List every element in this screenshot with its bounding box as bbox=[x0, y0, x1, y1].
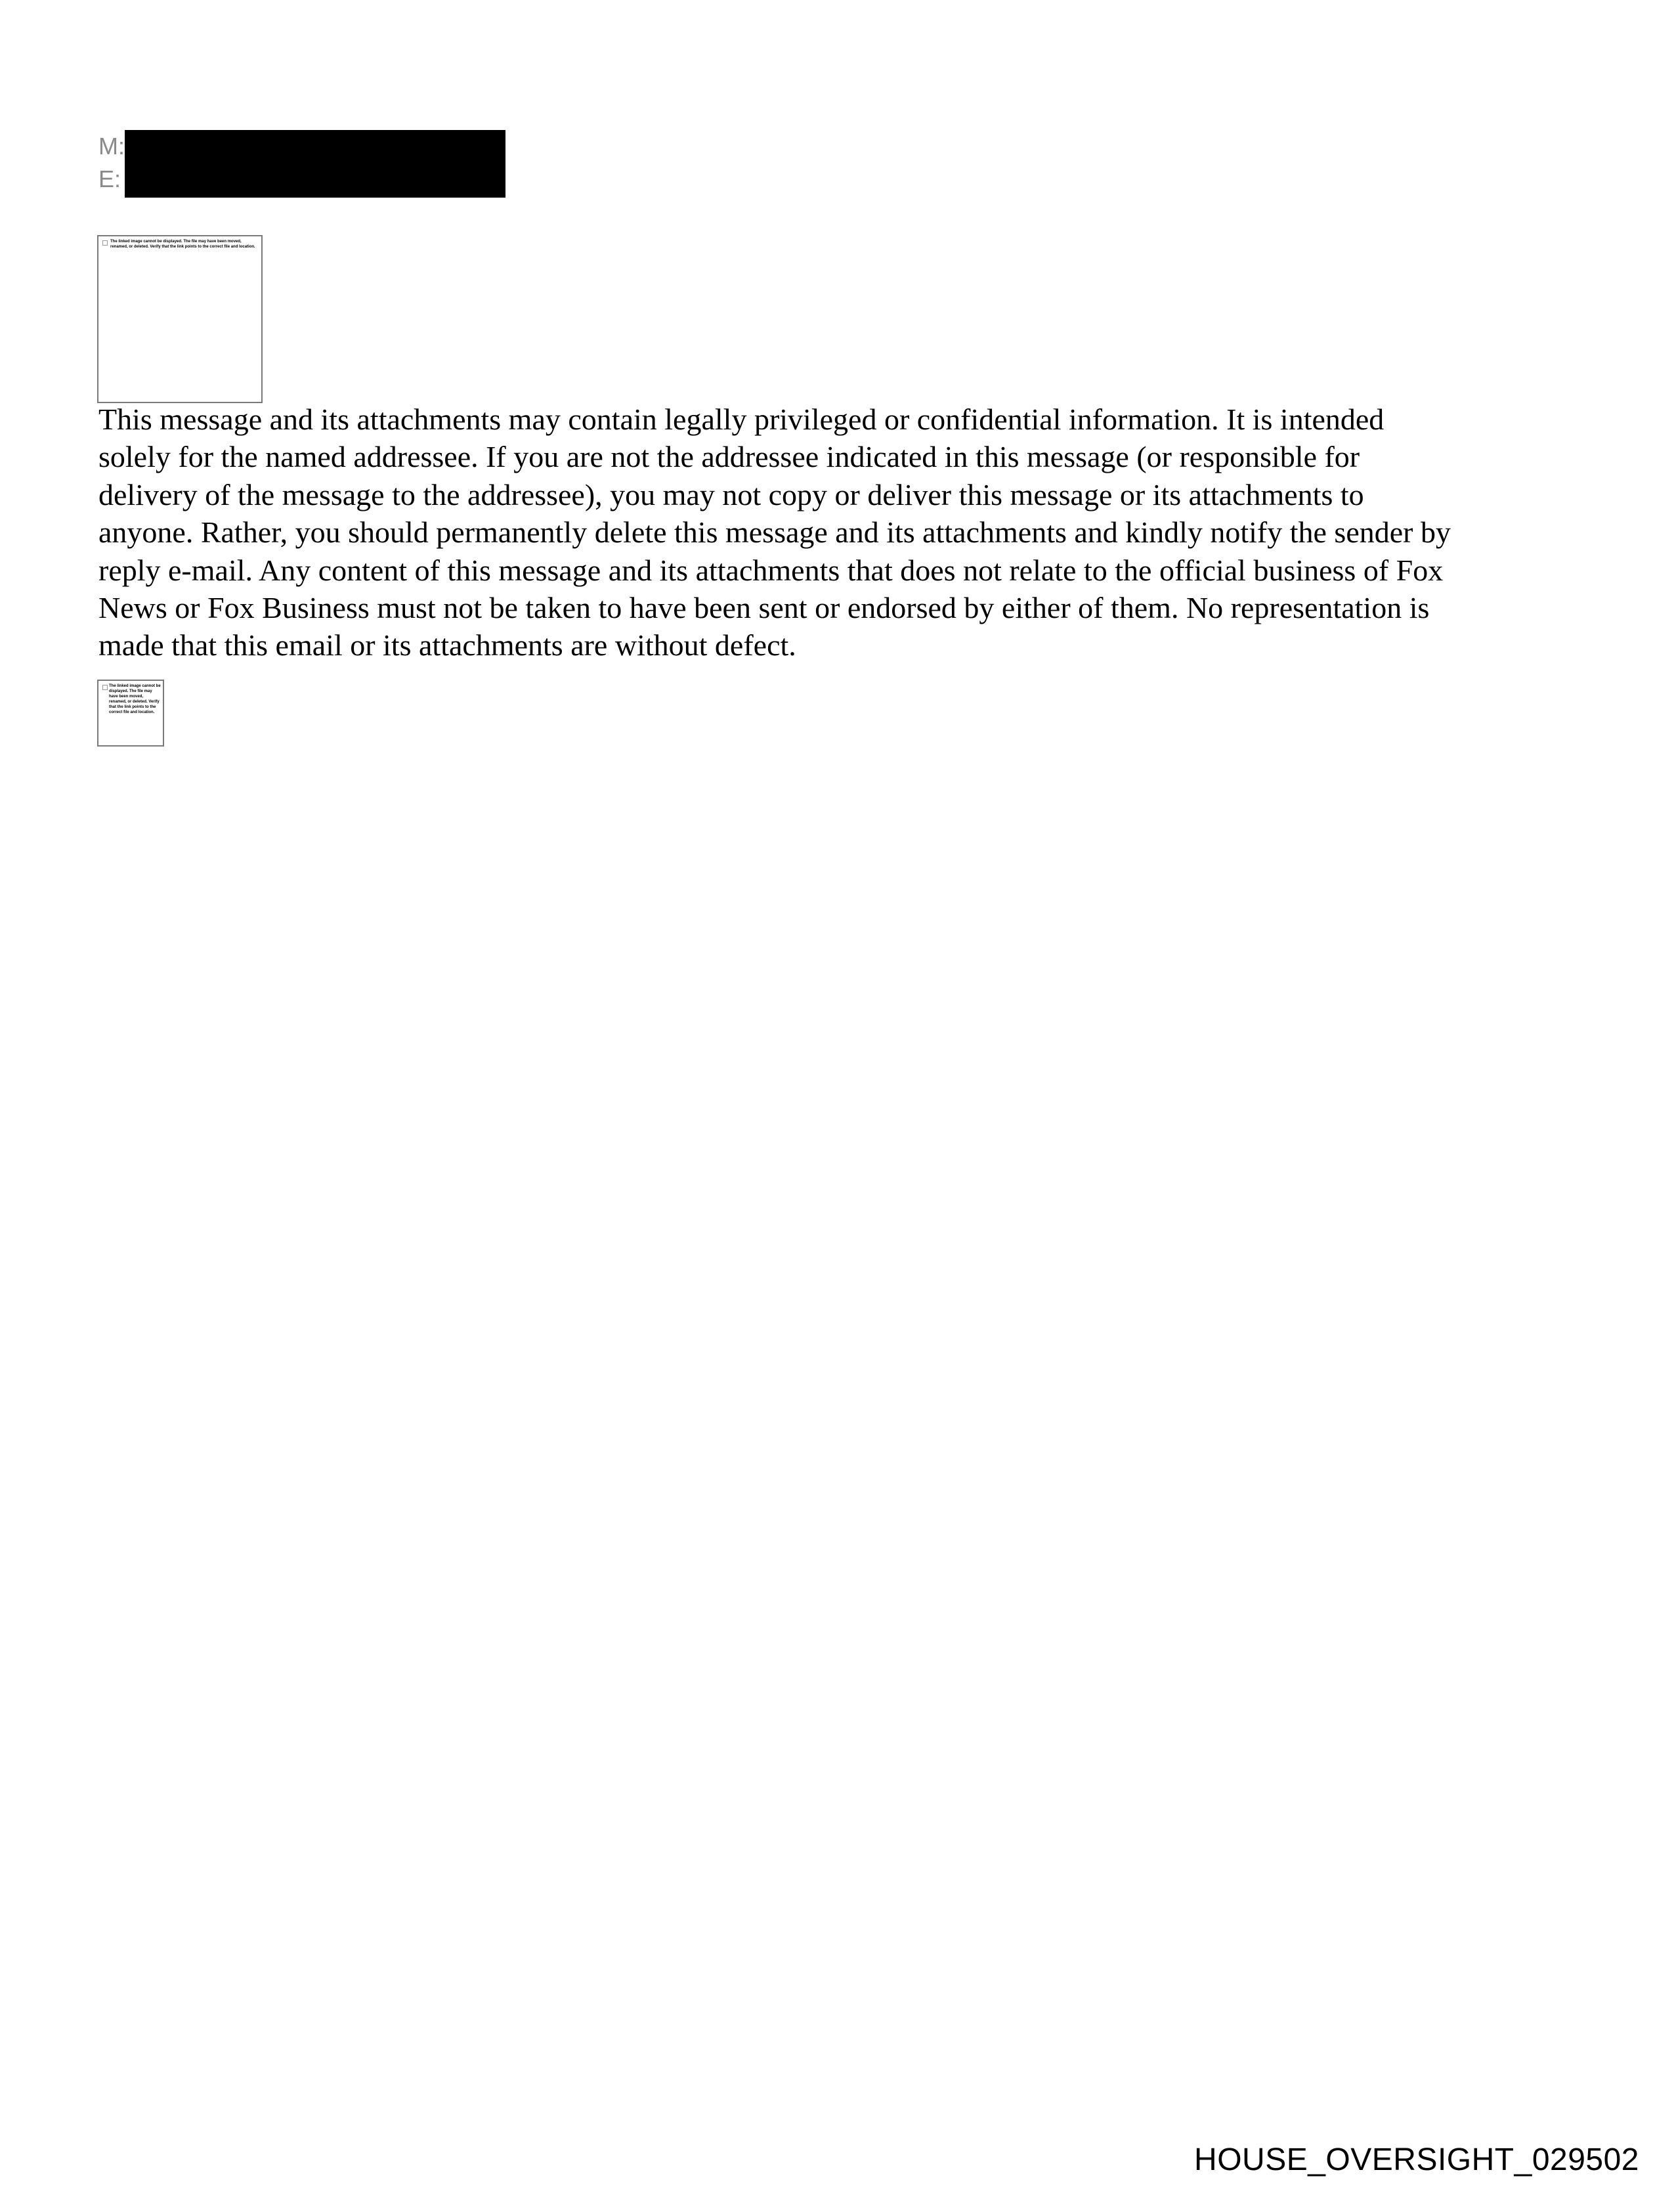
email-label: E: bbox=[98, 165, 121, 192]
broken-image-message: The linked image cannot be displayed. The file may have been moved, renamed, or deleted. Verify that the link points to the correct file and location. bbox=[110, 240, 255, 249]
broken-image-placeholder bbox=[97, 235, 263, 403]
disclaimer-line: This message and its attachments may contain legally privileged or confidential information. It is intended bbox=[98, 402, 1384, 436]
broken-image-icon bbox=[102, 240, 108, 246]
broken-image-message: The linked image cannot be displayed. The file may have been moved, renamed, or deleted. Verify that the link points to the correct file and location. bbox=[109, 684, 161, 714]
disclaimer-line: anyone. Rather, you should permanently delete this message and its attachments and kindly notify the sender by bbox=[98, 515, 1451, 550]
mobile-label: M: bbox=[98, 133, 125, 160]
broken-image-icon bbox=[102, 685, 108, 690]
disclaimer-line: News or Fox Business must not be taken to have been sent or endorsed by either of them. No representation is bbox=[98, 591, 1430, 625]
disclaimer-line: delivery of the message to the addressee), you may not copy or deliver this message or its attachments to bbox=[98, 477, 1364, 511]
confidentiality-disclaimer bbox=[98, 401, 1569, 664]
broken-image-placeholder-small bbox=[97, 680, 164, 747]
bates-number: HOUSE_OVERSIGHT_029502 bbox=[1194, 2142, 1639, 2177]
disclaimer-line: reply e-mail. Any content of this message and its attachments that does not relate to the official business of Fox bbox=[98, 553, 1444, 587]
disclaimer-line: solely for the named addressee. If you are not the addressee indicated in this message (or responsible for bbox=[98, 440, 1360, 474]
contact-block bbox=[98, 130, 125, 196]
redaction-box bbox=[125, 130, 505, 198]
disclaimer-line: made that this email or its attachments are without defect. bbox=[98, 628, 796, 662]
